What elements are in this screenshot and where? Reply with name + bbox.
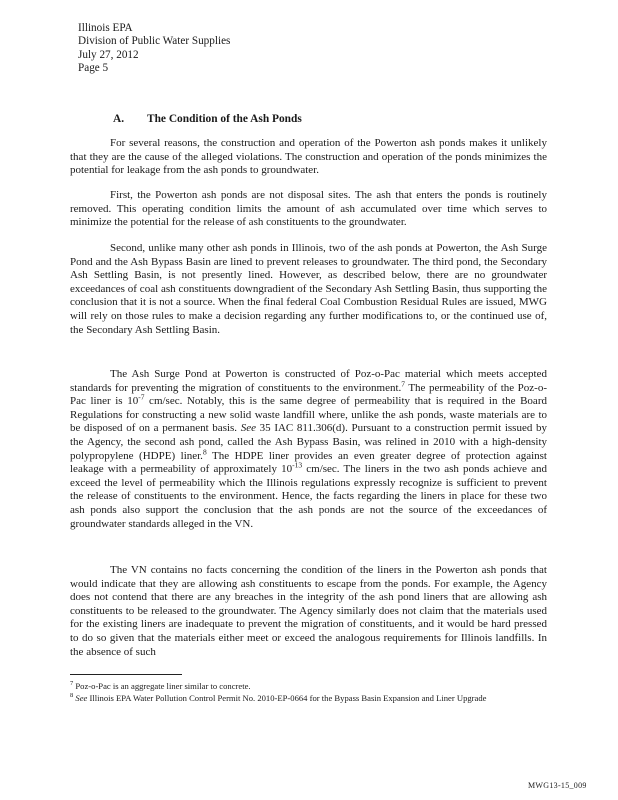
paragraph-not-disposal-sites <box>70 189 547 230</box>
paragraph-liner-permeability <box>70 368 547 531</box>
exponent: -13 <box>292 460 303 470</box>
bates-number: MWG13-15_009 <box>528 781 587 790</box>
paragraph-reasons <box>70 137 547 178</box>
header-division: Division of Public Water Supplies <box>78 35 231 48</box>
footnote-text: Poz-o-Pac is an aggregate liner similar to concrete. <box>73 680 251 691</box>
citation-signal: See <box>75 693 88 704</box>
paragraph-text: The VN contains no facts concerning the condition of the liners in the Powerton ash ponds that would indicate that they are allowing ash constituents to escape from the ponds. For example, the Agency does not contend that there are any breaches in the integrity of the ash pond liners that are allowing ash constituents to be released to the groundwater. The Agency similarly does not claim that the materials used for the existing liners are inadequate to prevent the migration of constituents, and it would be hard pressed to do so given that the materials either meet or exceed the analogous requirements for Illinois landfills. In the absence of such <box>70 564 547 658</box>
citation-signal: See <box>240 422 256 435</box>
paragraph-text: The HDPE liner provides an even greater degree of protection against leakage with a permeability of approximately 10 <box>70 449 547 476</box>
footnote-8 <box>70 691 540 703</box>
paragraph-lined-ponds <box>70 242 547 337</box>
paragraph-text: cm/sec. The liners in the two ash ponds achieve and exceed the level of permeability which the Illinois regulations expressly recognize is sufficient to prevent the release of constituents to the environment. Hence, the facts regarding the liners in place for these two ash ponds also support the conclusion that the ash ponds are not the source of the exceedances of groundwater standards alleged in the VN. <box>70 463 548 530</box>
paragraph-no-facts <box>70 564 547 659</box>
header-agency: Illinois EPA <box>78 22 133 34</box>
letter-header <box>78 22 230 76</box>
paragraph-text: 35 IAC 811.306(d). Pursuant to a construction permit issued by the Agency, the second ash pond, called the Ash Bypass Basin, was relined in 2010 with a high-density polypropylene (HDPE) liner. <box>70 422 547 462</box>
paragraph-text: Second, unlike many other ash ponds in Illinois, two of the ash ponds at Powerton, the Ash Surge Pond and the Ash Bypass Basin are lined to prevent releases to groundwater. The third pond, the Secondary Ash Settling Basin, is not presently lined. However, as described below, there are no groundwater exceedances of coal ash constituents downgradient of the Secondary Ash Settling Basin, thus supporting the conclusion that it is not a source. When the final federal Coal Combustion Residual Rules are issued, MWG will rely on those rules to make a decision regarding any further modifications to, or the continued use of, the Secondary Ash Settling Basin. <box>70 242 547 336</box>
footnote-7 <box>70 679 540 691</box>
paragraph-text: First, the Powerton ash ponds are not disposal sites. The ash that enters the ponds is routinely removed. This operating condition limits the amount of ash accumulated over time which serves to minimize the potential for the release of ash constituents to the groundwater. <box>70 189 547 229</box>
section-letter: A. <box>113 113 125 125</box>
header-page-number: Page 5 <box>78 62 109 75</box>
section-heading <box>113 113 302 125</box>
footnotes <box>70 679 540 704</box>
header-date: July 27, 2012 <box>78 48 139 61</box>
paragraph-text: The Ash Surge Pond at Powerton is constructed of Poz-o-Pac material which meets accepted standards for preventing the migration of constituents to the environment. <box>70 368 547 394</box>
section-title: The Condition of the Ash Ponds <box>147 113 302 125</box>
footnote-ref-8: 8 <box>202 446 207 456</box>
paragraph-text: The permeability of the Poz-o-Pac liner is 10 <box>70 381 547 408</box>
footnote-text: Illinois EPA Water Pollution Control Permit No. 2010-EP-0664 for the Bypass Basin Expansion and Liner Upgrade <box>87 693 487 704</box>
exponent: -7 <box>138 392 145 402</box>
footnote-ref-7: 7 <box>401 378 406 388</box>
footnote-divider <box>70 674 182 675</box>
footnote-number: 7 <box>70 680 74 687</box>
paragraph-text: cm/sec. Notably, this is the same degree of permeability that is required in the Board Regulations for constructing a new solid waste landfill where, unlike the ash ponds, waste materials are to be disposed of on a permanent basis. <box>70 395 547 435</box>
paragraph-text: For several reasons, the construction and operation of the Powerton ash ponds makes it unlikely that they are the cause of the alleged violations. The construction and operation of the ponds minimizes the potential for leakage from the ash ponds to groundwater. <box>70 137 547 177</box>
footnote-number: 8 <box>70 692 74 700</box>
